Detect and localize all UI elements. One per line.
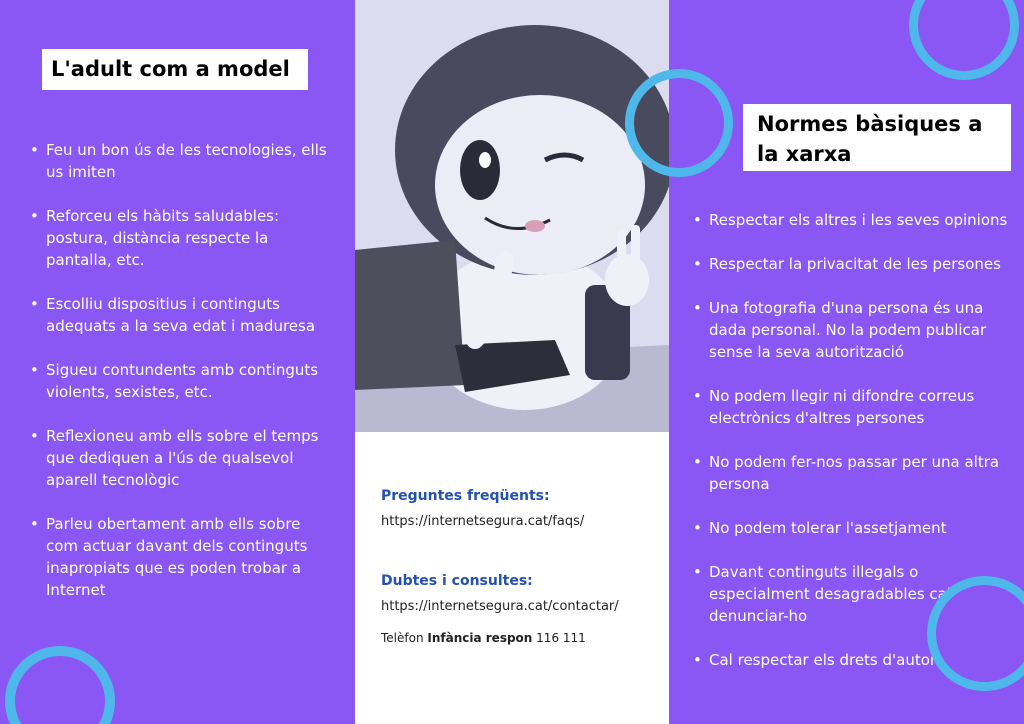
phone-line	[381, 631, 661, 645]
faq-link[interactable]: https://internetsegura.cat/faqs/	[381, 514, 585, 529]
list-item: • Respectar els altres i les seves opinions	[693, 209, 1013, 231]
list-item: • Reforceu els hàbits saludables: postura, distància respecte la pantalla, etc.	[30, 205, 335, 271]
contact-heading: Dubtes i consultes:	[381, 573, 533, 589]
contact-link[interactable]: https://internetsegura.cat/contactar/	[381, 599, 619, 614]
list-item: • Una fotografia d'una persona és una dada personal. No la podem publicar sense la seva autorització	[693, 297, 1013, 363]
phone-number[interactable]: 116 111	[536, 631, 586, 645]
list-item: • Cal respectar els drets d'autor	[693, 649, 1013, 671]
list-item: • Davant continguts illegals o especialment desagradables cal denunciar-ho	[693, 561, 1013, 627]
faq-heading: Preguntes freqüents:	[381, 488, 550, 504]
list-item: • No podem fer-nos passar per una altra persona	[693, 451, 1013, 495]
right-title: Normes bàsiques a la xarxa	[743, 104, 1011, 171]
contact-section	[381, 573, 661, 645]
list-item: • No podem tolerar l'assetjament	[693, 517, 1013, 539]
decorative-ring	[927, 576, 1024, 691]
list-item: • Respectar la privacitat de les persones	[693, 253, 1013, 275]
list-item: • Reflexioneu amb ells sobre el temps que dediquen a l'ús de qualsevol aparell tecnològic	[30, 425, 335, 491]
left-title: L'adult com a model	[42, 49, 308, 90]
decorative-ring	[909, 0, 1019, 80]
list-item: • Feu un bon ús de les tecnologies, ells us imiten	[30, 139, 335, 183]
faq-section	[381, 488, 661, 529]
left-bullet-list	[30, 139, 335, 601]
list-item: • Parleu obertament amb ells sobre com actuar davant dels continguts inapropiats que es poden trobar a Internet	[30, 513, 335, 601]
girl-with-laptop-illustration	[355, 0, 669, 432]
list-item: • Escolliu dispositius i continguts adequats a la seva edat i maduresa	[30, 293, 335, 337]
left-panel	[0, 0, 355, 724]
list-item: • No podem llegir ni difondre correus electrònics d'altres persones	[693, 385, 1013, 429]
list-item: • Sigueu contundents amb continguts violents, sexistes, etc.	[30, 359, 335, 403]
phone-service: Infància respon	[427, 631, 533, 645]
decorative-ring	[625, 69, 733, 177]
decorative-ring	[5, 646, 115, 724]
phone-prefix: Telèfon	[381, 631, 424, 645]
middle-panel	[355, 0, 669, 724]
